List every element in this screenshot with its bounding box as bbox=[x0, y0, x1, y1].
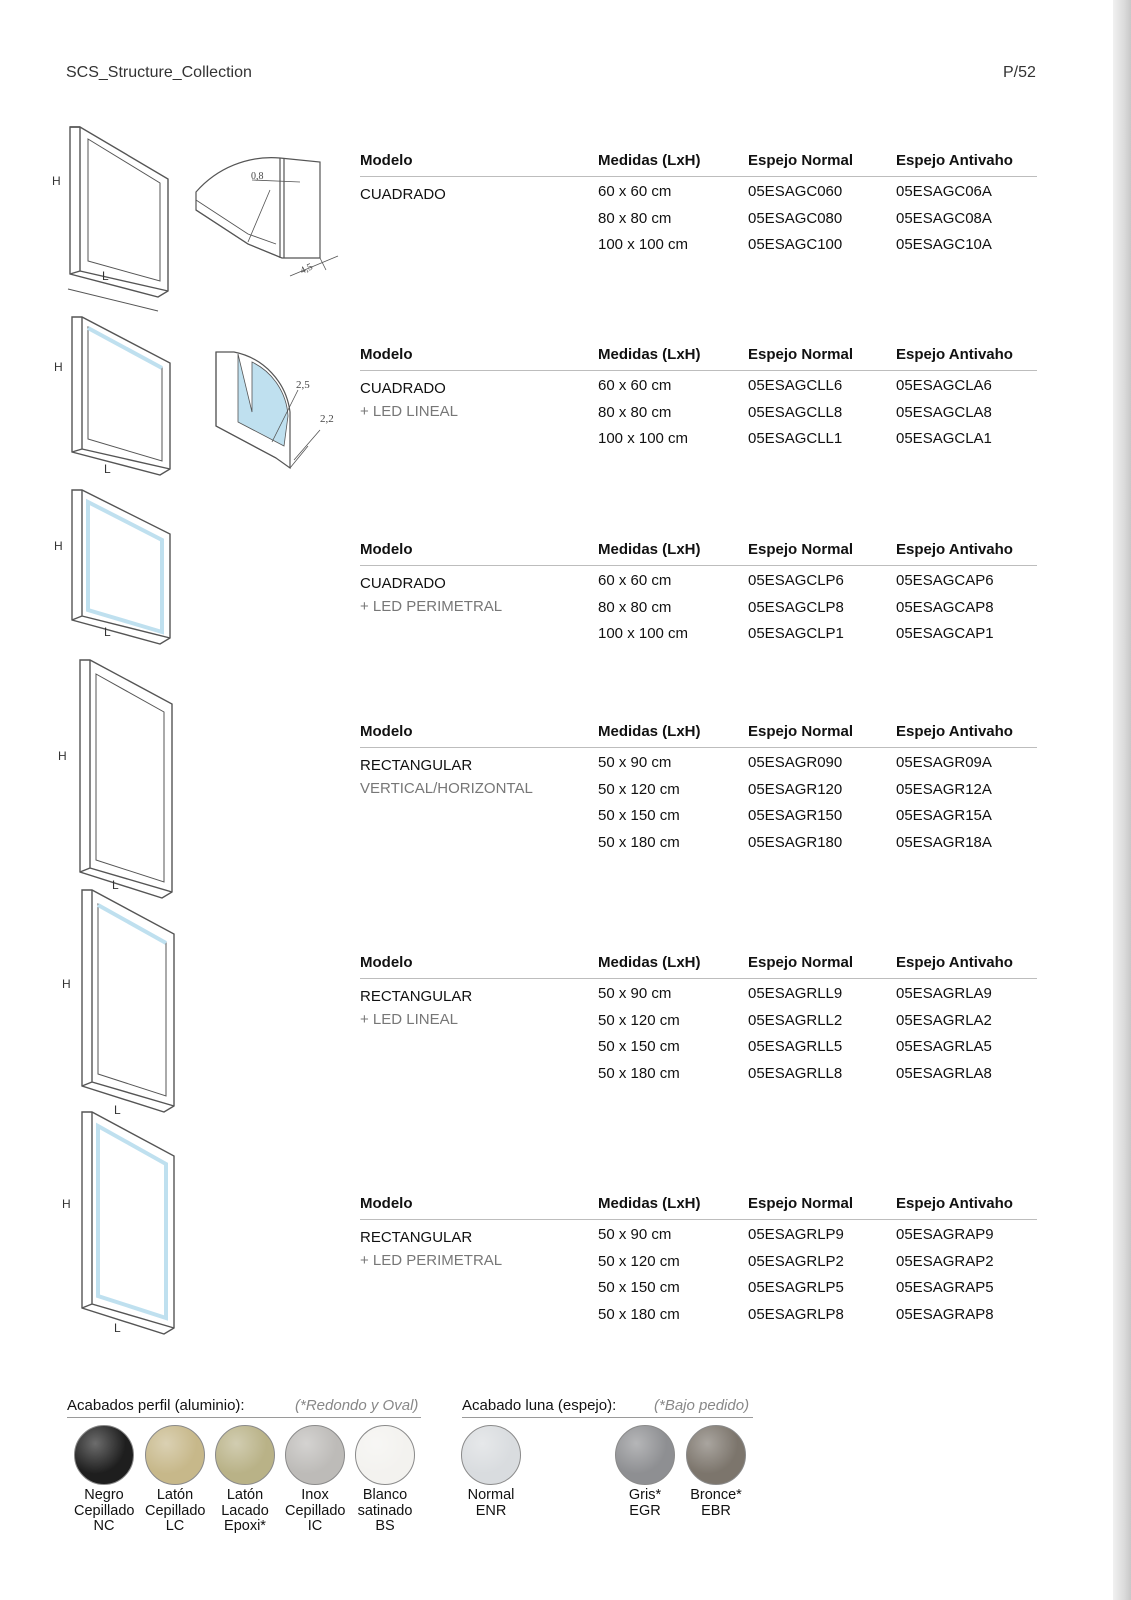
table-row: 50 x 90 cm 05ESAGRLL9 05ESAGRLA9 bbox=[598, 985, 992, 1002]
col-model: Modelo bbox=[360, 541, 413, 558]
finish-swatch bbox=[285, 1425, 345, 1535]
table-row: 50 x 120 cm 05ESAGRLL2 05ESAGRLA2 bbox=[598, 1011, 992, 1029]
col-model: Modelo bbox=[360, 152, 413, 169]
col-normal: Espejo Normal bbox=[748, 152, 854, 169]
dimension-label: 2,2 bbox=[320, 413, 334, 425]
table-header bbox=[360, 146, 1037, 177]
spec-table-rectangular-led-perimetral bbox=[360, 1189, 1037, 1326]
dimension-label: 0,8 bbox=[251, 171, 264, 182]
finish-name: Latón Lacado Epoxi* bbox=[221, 1487, 269, 1534]
mirror-drawing-rectangular-led-perimetral bbox=[56, 1110, 186, 1340]
mirror-finishes-note: (*Bajo pedido) bbox=[654, 1397, 750, 1414]
table-row: 50 x 90 cm 05ESAGRLP9 05ESAGRAP9 bbox=[598, 1226, 994, 1243]
table-row: 100 x 100 cm 05ESAGCLL1 05ESAGCLA1 bbox=[598, 430, 992, 447]
page-edge bbox=[1113, 0, 1131, 1600]
col-normal: Espejo Normal bbox=[748, 541, 854, 558]
table-header bbox=[360, 717, 1037, 748]
height-label: H bbox=[62, 1197, 71, 1211]
col-model: Modelo bbox=[360, 1195, 413, 1212]
height-label: H bbox=[54, 360, 63, 374]
table-header bbox=[360, 340, 1037, 371]
table-header bbox=[360, 535, 1037, 566]
col-size: Medidas (LxH) bbox=[598, 1195, 701, 1212]
col-normal: Espejo Normal bbox=[748, 1195, 854, 1212]
table-row: 60 x 60 cm 05ESAGCLP6 05ESAGCAP6 bbox=[598, 572, 994, 589]
col-size: Medidas (LxH) bbox=[598, 346, 701, 363]
frame-profile-detail bbox=[192, 152, 347, 297]
spec-table-rectangular-led-linear bbox=[360, 948, 1037, 1085]
col-antifog: Espejo Antivaho bbox=[896, 541, 1013, 558]
document-title: SCS_Structure_Collection bbox=[66, 64, 252, 81]
model-name: CUADRADO + LED LINEAL bbox=[360, 380, 458, 420]
spec-table-rectangular bbox=[360, 717, 1037, 854]
color-chip bbox=[686, 1425, 746, 1485]
table-row: 50 x 90 cm 05ESAGR090 05ESAGR09A bbox=[598, 754, 992, 771]
col-size: Medidas (LxH) bbox=[598, 723, 701, 740]
table-header bbox=[360, 1189, 1037, 1220]
col-normal: Espejo Normal bbox=[748, 346, 854, 363]
table-row: 60 x 60 cm 05ESAGCLL6 05ESAGCLA6 bbox=[598, 377, 992, 394]
dimension-label: 4,5 bbox=[298, 261, 315, 277]
finish-swatch bbox=[74, 1425, 134, 1535]
finish-swatch bbox=[355, 1425, 415, 1535]
finish-name: Blanco satinado BS bbox=[357, 1487, 413, 1534]
profile-finishes-note: (*Redondo y Oval) bbox=[295, 1397, 419, 1414]
profile-finishes-header bbox=[67, 1397, 421, 1418]
finish-swatch bbox=[145, 1425, 205, 1535]
length-label: L bbox=[112, 878, 119, 892]
table-row: 50 x 120 cm 05ESAGRLP2 05ESAGRAP2 bbox=[598, 1252, 994, 1270]
length-label: L bbox=[114, 1103, 121, 1117]
col-model: Modelo bbox=[360, 346, 413, 363]
color-chip bbox=[615, 1425, 675, 1485]
color-chip bbox=[74, 1425, 134, 1485]
mirror-drawing-rectangular-led-linear bbox=[56, 888, 186, 1118]
table-row: 100 x 100 cm 05ESAGC100 05ESAGC10A bbox=[598, 236, 992, 253]
col-antifog: Espejo Antivaho bbox=[896, 954, 1013, 971]
height-label: H bbox=[62, 977, 71, 991]
mirror-drawing-square-led-perimetral bbox=[50, 488, 180, 653]
model-name: RECTANGULAR + LED PERIMETRAL bbox=[360, 1229, 503, 1269]
col-size: Medidas (LxH) bbox=[598, 152, 701, 169]
table-row: 50 x 150 cm 05ESAGRLP5 05ESAGRAP5 bbox=[598, 1279, 994, 1296]
col-normal: Espejo Normal bbox=[748, 954, 854, 971]
length-label: L bbox=[114, 1321, 121, 1335]
length-label: L bbox=[102, 269, 109, 283]
mirror-drawing-square bbox=[50, 125, 180, 305]
finish-name: Inox Cepillado IC bbox=[285, 1487, 346, 1534]
mirror-finishes-label: Acabado luna (espejo): bbox=[462, 1397, 617, 1414]
led-profile-detail bbox=[212, 350, 352, 490]
model-name: RECTANGULAR + LED LINEAL bbox=[360, 988, 473, 1028]
table-row: 50 x 150 cm 05ESAGR150 05ESAGR15A bbox=[598, 807, 992, 824]
height-label: H bbox=[52, 174, 61, 188]
table-row: 80 x 80 cm 05ESAGCLP8 05ESAGCAP8 bbox=[598, 598, 994, 616]
col-normal: Espejo Normal bbox=[748, 723, 854, 740]
mirror-drawing-rectangular bbox=[54, 658, 184, 903]
model-name: CUADRADO bbox=[360, 186, 446, 203]
profile-finishes-label: Acabados perfil (aluminio): bbox=[67, 1397, 245, 1414]
col-antifog: Espejo Antivaho bbox=[896, 1195, 1013, 1212]
finish-name: Normal ENR bbox=[467, 1487, 515, 1519]
dimension-label: 2,5 bbox=[296, 379, 310, 391]
page-number: P/52 bbox=[1003, 64, 1036, 81]
length-label: L bbox=[104, 462, 111, 476]
height-label: H bbox=[58, 749, 67, 763]
spec-table-square-led-perimetral bbox=[360, 535, 1037, 646]
table-row: 50 x 120 cm 05ESAGR120 05ESAGR12A bbox=[598, 780, 992, 798]
finish-name: Gris* EGR bbox=[628, 1487, 662, 1519]
table-row: 100 x 100 cm 05ESAGCLP1 05ESAGCAP1 bbox=[598, 625, 994, 642]
color-chip bbox=[145, 1425, 205, 1485]
col-antifog: Espejo Antivaho bbox=[896, 152, 1013, 169]
col-antifog: Espejo Antivaho bbox=[896, 723, 1013, 740]
col-size: Medidas (LxH) bbox=[598, 954, 701, 971]
color-chip bbox=[355, 1425, 415, 1485]
table-row: 50 x 180 cm 05ESAGRLL8 05ESAGRLA8 bbox=[598, 1064, 992, 1082]
color-chip bbox=[215, 1425, 275, 1485]
table-row: 50 x 180 cm 05ESAGR180 05ESAGR18A bbox=[598, 833, 992, 851]
spec-table-square bbox=[360, 146, 1037, 257]
col-model: Modelo bbox=[360, 954, 413, 971]
height-label: H bbox=[54, 539, 63, 553]
table-row: 80 x 80 cm 05ESAGC080 05ESAGC08A bbox=[598, 209, 992, 227]
col-antifog: Espejo Antivaho bbox=[896, 346, 1013, 363]
table-row: 50 x 150 cm 05ESAGRLL5 05ESAGRLA5 bbox=[598, 1038, 992, 1055]
finish-swatch bbox=[215, 1425, 275, 1535]
model-name: CUADRADO + LED PERIMETRAL bbox=[360, 575, 503, 615]
mirror-swatch bbox=[615, 1425, 675, 1519]
table-row: 80 x 80 cm 05ESAGCLL8 05ESAGCLA8 bbox=[598, 403, 992, 421]
color-chip bbox=[461, 1425, 521, 1485]
col-size: Medidas (LxH) bbox=[598, 541, 701, 558]
finish-name: Latón Cepillado LC bbox=[145, 1487, 206, 1534]
col-model: Modelo bbox=[360, 723, 413, 740]
spec-table-square-led-linear bbox=[360, 340, 1037, 451]
mirror-finishes-header bbox=[462, 1397, 753, 1418]
length-label: L bbox=[104, 625, 111, 639]
color-chip bbox=[285, 1425, 345, 1485]
table-header bbox=[360, 948, 1037, 979]
table-row: 50 x 180 cm 05ESAGRLP8 05ESAGRAP8 bbox=[598, 1305, 994, 1323]
mirror-drawing-square-led-linear bbox=[50, 315, 180, 485]
mirror-swatch bbox=[686, 1425, 746, 1519]
model-name: RECTANGULAR VERTICAL/HORIZONTAL bbox=[360, 757, 533, 797]
table-row: 60 x 60 cm 05ESAGC060 05ESAGC06A bbox=[598, 183, 992, 200]
finish-name: Bronce* EBR bbox=[690, 1487, 742, 1519]
mirror-swatch bbox=[461, 1425, 521, 1519]
finish-name: Negro Cepillado NC bbox=[74, 1487, 135, 1534]
